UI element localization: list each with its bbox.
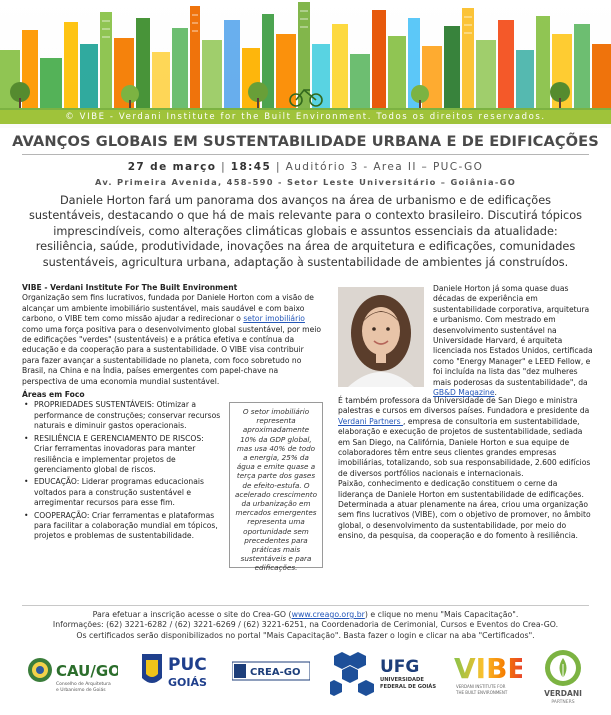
vibe-name: VIBE — [454, 652, 522, 685]
creago-link[interactable]: www.creago.org.br — [291, 610, 365, 619]
footer-line — [0, 610, 611, 620]
footer-line: Os certificados serão disponibilizados no portal "Mais Capacitação". Basta fazer o login e clicar na aba "Certificados". — [76, 630, 535, 640]
event-place: Auditório 3 - Area II – PUC-GO — [285, 161, 484, 173]
footer-info — [0, 610, 611, 641]
bio-text: É também professora da Universidade de San Diego e ministra palestras e cursos em diversos países. Fundadora e presidente da — [338, 396, 590, 416]
cau-sub: e Urbanismo de Goiás — [56, 688, 106, 693]
event-date: 27 de março — [127, 161, 217, 173]
quote-box: O setor imobiliário representa aproximadamente 10% da GDP global, mas usa 40% de todo a energia, 25% da água e emite quase a terça parte dos gases de efeito-estufa. O acelerado crescimento da urbanização em mercados emergentes representa uma oportunidade sem precedentes para práticas mais sustentáveis e para edificações. — [229, 402, 323, 568]
page-title: AVANÇOS GLOBAIS EM SUSTENTABILIDADE URBANA E DE EDIFICAÇÕES — [12, 133, 599, 150]
list-item: • RESILIÊNCIA E GERENCIAMENTO DE RISCOS: Criar ferramentas inovadoras para manter resiliência e implementar projetos de gerenciamento global de riscos. — [22, 434, 222, 476]
verdani-sub: PARTNERS — [551, 700, 575, 705]
puc-name: PUC — [168, 655, 207, 675]
cau-sub: Conselho de Arquitetura — [56, 682, 111, 687]
verdani-name: VERDANI — [544, 689, 582, 698]
crea-name: CREA-GO — [250, 667, 301, 678]
bio-text-end: . — [494, 388, 497, 398]
sponsor-logos — [0, 648, 611, 712]
verdani-logo — [536, 648, 590, 710]
bio-paragraph — [338, 396, 593, 479]
setor-imobiliario-link[interactable]: setor imobiliário — [243, 314, 305, 324]
title-divider — [22, 154, 589, 155]
footer-text: Para efetuar a inscrição acesse o site do Crea-GO ( — [92, 610, 292, 619]
cau-go-logo — [26, 654, 118, 694]
skyline-illustration — [0, 0, 611, 128]
list-item: • COOPERAÇÃO: Criar ferramentas e plataformas para facilitar a colaboração mundial em tópicos, projetos e problemas de sustentabilidade. — [22, 511, 222, 542]
separator: | — [221, 161, 231, 173]
list-item: • EDUCAÇÃO: Liderar programas educacionais voltados para a construção sustentável e arregimentar recursos para esse fim. — [22, 477, 222, 508]
bio-text-continued: , empresa de consultoria em sustentabilidade, elaboração e execução de projetos de sustentabilidade, sediada em San Diego, na Califórnia, Daniele Horton e sua equipe de colaboradores têm entre seus clientes grandes empresas imobiliárias, totalizando, sob sua responsabilidade, 2.600 edifícios de diversos portfólios nacionais e internacionais. — [338, 416, 591, 478]
footer-line: Informações: (62) 3221-6282 / (62) 3221-6269 / (62) 3221-6251, na Coordenadoria de Cerimonial, Cursos e Eventos do Crea-GO. — [52, 620, 559, 630]
vibe-text: Organização sem fins lucrativos, fundada por Daniele Horton com a visão de alcançar um ambiente imobiliário sustentável, mais saudável e com baixo carbono, o VIBE tem como missão ajudar a redirecionar o — [22, 293, 314, 324]
vibe-text-continued: como uma força positiva para o desenvolvimento global sustentável, por meio de edificações "verdes" (sustentáveis) e a prática efetiva e contínua da educação e da cooperação para a sustentabilidade. O VIBE visa contribuir para fazer avançar a sustentabilidade no planeta, com foco sobretudo no Brasil, na China e na Índia, países emergentes com papel-chave na perspectiva de uma economia mundial sustentável. — [22, 324, 322, 386]
ufg-sub: UNIVERSIDADE — [380, 677, 424, 683]
bio-continued — [338, 396, 593, 542]
separator: | — [275, 161, 286, 173]
ufg-name: UFG — [380, 657, 420, 677]
footer-divider — [22, 605, 589, 606]
bio-intro — [433, 284, 595, 398]
vibe-sub: THE BUILT ENVIRONMENT — [456, 690, 508, 695]
bio-text: Daniele Horton já soma quase duas décadas de experiência em sustentabilidade corporativa, arquitetura e urbanismo. Com mestrado em desenvolvimento sustentável na Universidade Harvard, é arquiteta licenciada nos Estados Unidos, certificada como "Energy Manager" e LEED Fellow, e foi incluída na lista das "dez mulheres mais poderosas da sustentabilidade", da — [433, 284, 593, 387]
city-banner — [0, 0, 611, 128]
cau-name: CAU/GO — [56, 662, 118, 680]
event-address: Av. Primeira Avenida, 458-590 - Setor Leste Universitário – Goiânia-GO — [94, 177, 517, 187]
list-item: • PROPRIEDADES SUSTENTÁVEIS: Otimizar a performance de construções; conservar recursos naturais e diminuir gastos operacionais. — [22, 400, 222, 431]
footer-text: ) e clique no menu "Mais Capacitação". — [364, 610, 519, 619]
speaker-photo — [338, 287, 424, 387]
ufg-sub: FEDERAL DE GOIÁS — [380, 684, 437, 690]
puc-sub: GOIÁS — [168, 676, 207, 689]
areas-list — [22, 400, 222, 541]
bio-paragraph: Paixão, conhecimento e dedicação constituem o cerne da liderança de Daniele Horton em sustentabilidade de edificações. Determinada a atuar plenamente na área, criou uma organização sem fins lucrativos (VIBE), com o objetivo de promover, no âmbito global, o desenvolvimento da sustentabilidade, por meio do ensino, da pesquisa, da cooperação e do fomento à resiliência. — [338, 479, 591, 541]
vibe-description — [22, 293, 322, 387]
crea-go-logo — [232, 660, 310, 682]
gbd-magazine-link[interactable]: GB&D Magazine — [433, 388, 495, 398]
puc-goias-logo — [138, 648, 218, 696]
event-time: 18:45 — [230, 161, 272, 173]
lead-paragraph: Daniele Horton fará um panorama dos avanços na área de urbanismo e de edificações sustentáveis, destacando o que há de mais relevante para o contexto brasileiro. Discutirá tópicos imprescindíveis, como alterações climáticas globais e assuntos essenciais da atualidade: resiliência, saúde, produtividade, inovações na área de arquitetura e edificações, comunidades sustentáveis, agricultura urbana, adaptação à sustentabilidade de ambientes já construídos. — [28, 194, 583, 269]
vibe-sub: VERDANI INSTITUTE FOR — [456, 684, 506, 689]
ufg-logo — [330, 648, 440, 696]
vibe-logo — [452, 648, 522, 700]
event-dateline — [0, 161, 611, 173]
vibe-heading: VIBE - Verdani Institute For The Built Environment — [22, 283, 238, 292]
areas-heading: Áreas em Foco — [22, 390, 85, 400]
copyright-strip: © VIBE - Verdani Institute for the Built Environment. Todos os direitos reservados. — [0, 110, 611, 124]
verdani-partners-link[interactable]: Verdani Partners — [338, 416, 404, 426]
